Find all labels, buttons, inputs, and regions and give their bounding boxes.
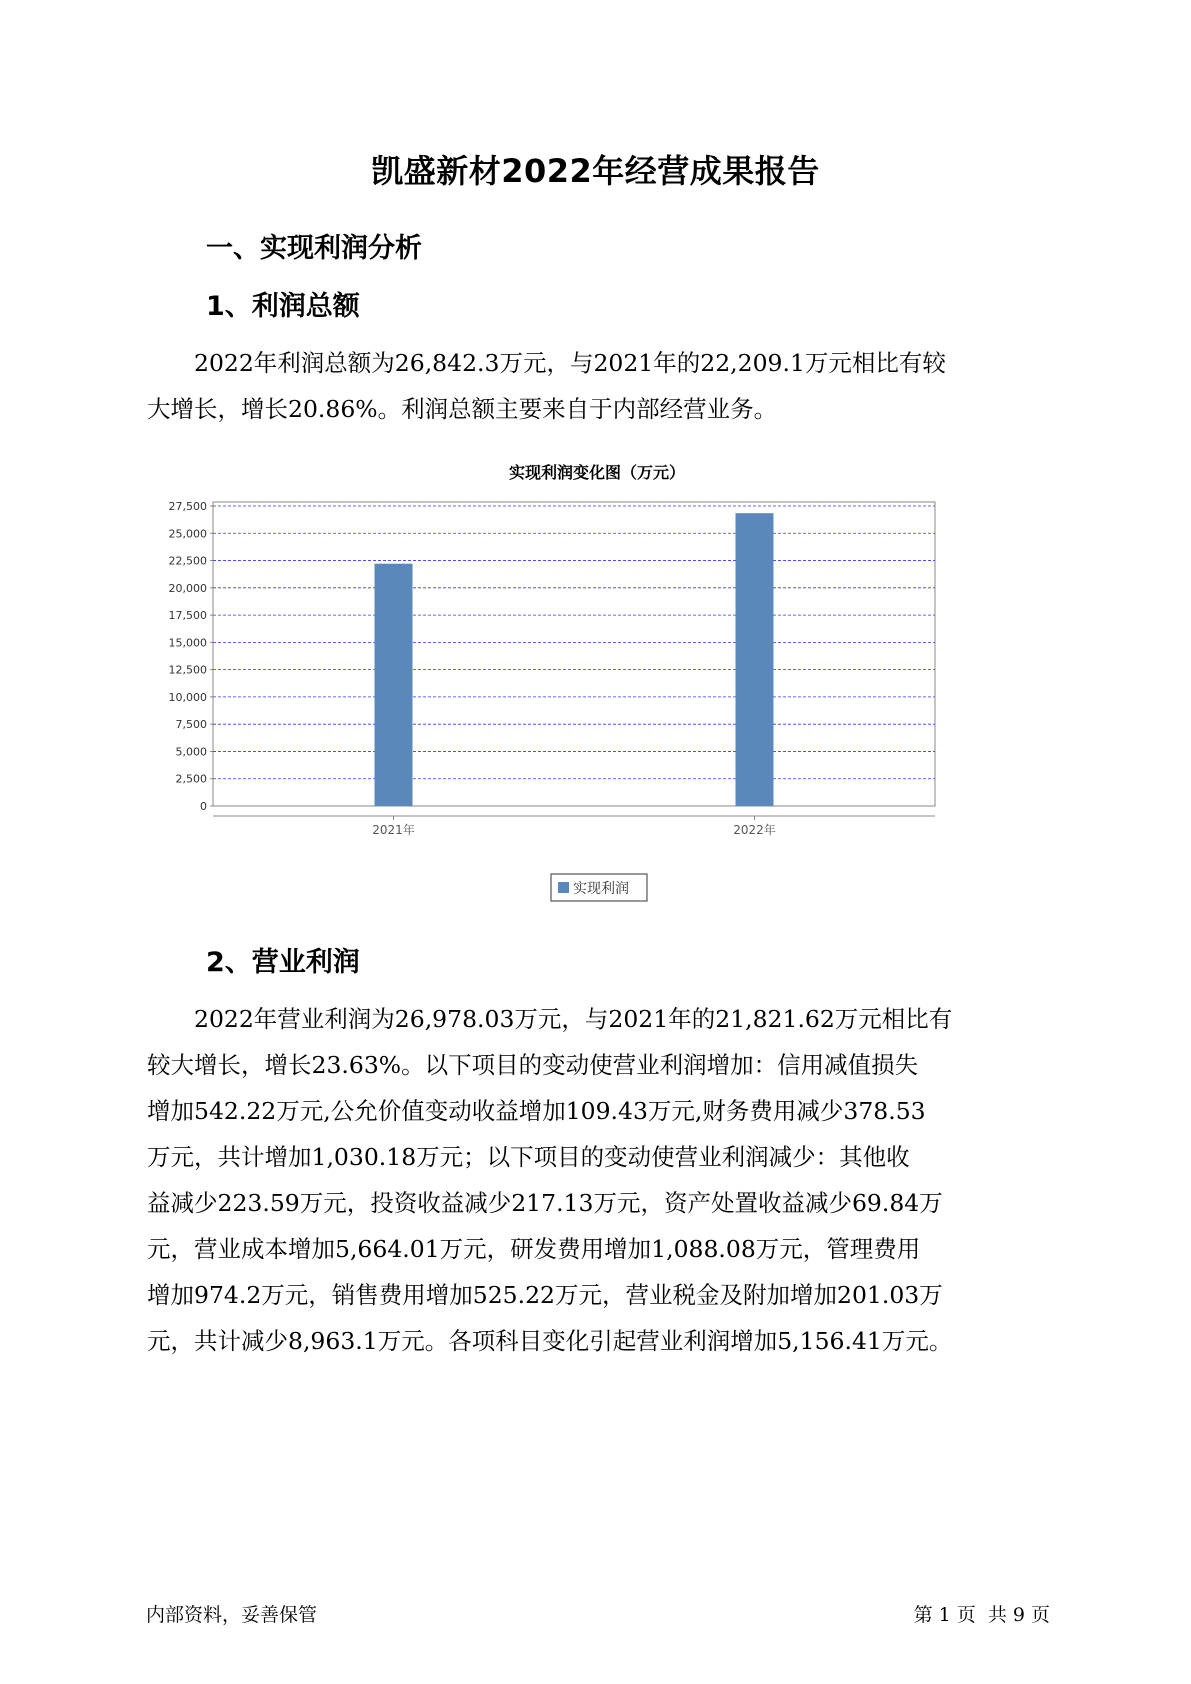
y-tick-label: 7,500 [175, 718, 207, 732]
legend-swatch [558, 882, 569, 893]
footer-confidential-note: 内部资料，妥善保管 [146, 1604, 318, 1626]
paragraph-total-profit [147, 340, 1047, 432]
y-tick-label: 25,000 [168, 527, 207, 541]
subsection-heading-total-profit: 1、利润总额 [206, 291, 360, 322]
paragraph-line: 较大增长，增长23.63%。以下项目的变动使营业利润增加：信用减值损失 [147, 1051, 919, 1079]
paragraph-line: 万元，共计增加1,030.18万元；以下项目的变动使营业利润减少：其他收 [147, 1143, 910, 1171]
footer-page-number: 第 1 页 共 9 页 [913, 1604, 1050, 1626]
plot-area [213, 502, 935, 806]
legend-label: 实现利润 [573, 881, 629, 897]
y-tick-label: 2,500 [175, 772, 207, 786]
subsection-heading-operating-profit: 2、营业利润 [206, 947, 360, 978]
paragraph-line: 益减少223.59万元，投资收益减少217.13万元，资产处置收益减少69.84万 [147, 1189, 943, 1217]
paragraph-line: 元，共计减少8,963.1万元。各项科目变化引起营业利润增加5,156.41万元。 [147, 1327, 953, 1355]
paragraph-line: 增加542.22万元,公允价值变动收益增加109.43万元,财务费用减少378.53 [147, 1097, 926, 1125]
chart-title: 实现利润变化图（万元） [508, 463, 686, 482]
paragraph-line: 元，营业成本增加5,664.01万元，研发费用增加1,088.08万元，管理费用 [147, 1235, 921, 1263]
y-tick-label: 27,500 [168, 500, 207, 513]
paragraph-operating-profit [147, 996, 1047, 1364]
y-tick-label: 5,000 [175, 745, 207, 759]
paragraph-line: 大增长，增长20.86%。利润总额主要来自于内部经营业务。 [147, 395, 778, 423]
y-tick-label: 22,500 [168, 554, 207, 568]
y-tick-label: 12,500 [168, 663, 207, 677]
y-tick-label: 0 [200, 800, 207, 813]
bar-2022年 [736, 513, 774, 806]
chart-legend [551, 874, 647, 901]
y-tick-label: 10,000 [168, 690, 207, 704]
y-tick-label: 15,000 [168, 636, 207, 650]
paragraph-line: 2022年营业利润为26,978.03万元，与2021年的21,821.62万元相比有 [147, 1005, 953, 1033]
section-heading-profit-analysis: 一、实现利润分析 [206, 233, 422, 264]
y-tick-label: 20,000 [168, 581, 207, 595]
y-tick-label: 17,500 [168, 609, 207, 623]
profit-bar-chart [147, 456, 1047, 916]
x-tick-label: 2022年 [733, 823, 776, 837]
bar-2021年 [375, 564, 413, 806]
paragraph-line: 增加974.2万元，销售费用增加525.22万元，营业税金及附加增加201.03万 [147, 1281, 943, 1309]
x-tick-label: 2021年 [372, 823, 415, 837]
report-title: 凯盛新材2022年经营成果报告 [371, 152, 820, 190]
paragraph-line: 2022年利润总额为26,842.3万元，与2021年的22,209.1万元相比有较 [147, 349, 946, 377]
